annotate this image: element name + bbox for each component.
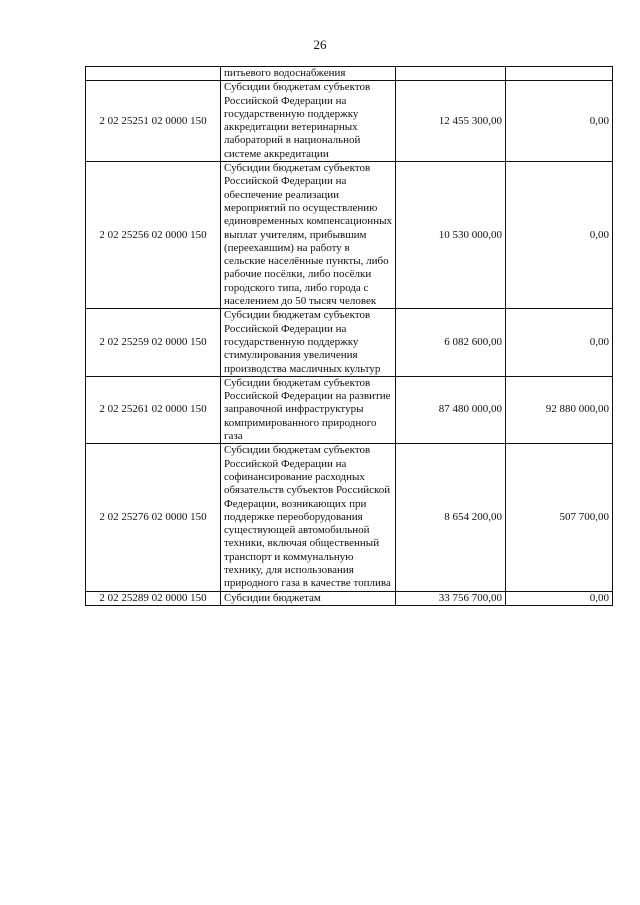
row-amount-year1: 6 082 600,00 <box>396 309 506 376</box>
row-name: Субсидии бюджетам субъектов Российской Федерации на софинансирование расходных обязательств субъектов Российской Федерации, возникающих при поддержке переоборудования существующей автомобильной техники, включая общественный транспорт и коммунальную технику, для использования природного газа в качестве топлива <box>221 444 396 591</box>
table-row <box>86 444 613 591</box>
row-amount-year2 <box>506 67 613 81</box>
table-row <box>86 162 613 309</box>
budget-revenue-table <box>85 66 613 606</box>
row-name: Субсидии бюджетам субъектов Российской Федерации на развитие заправочной инфраструктуры компримированного природного газа <box>221 376 396 443</box>
row-code: 2 02 25251 02 0000 150 <box>86 81 221 162</box>
row-code: 2 02 25276 02 0000 150 <box>86 444 221 591</box>
row-amount-year1: 8 654 200,00 <box>396 444 506 591</box>
row-code <box>86 67 221 81</box>
row-amount-year2: 507 700,00 <box>506 444 613 591</box>
row-amount-year1: 87 480 000,00 <box>396 376 506 443</box>
table-row <box>86 81 613 162</box>
table-row <box>86 309 613 376</box>
row-name: Субсидии бюджетам <box>221 591 396 605</box>
row-amount-year2: 0,00 <box>506 162 613 309</box>
row-amount-year1: 33 756 700,00 <box>396 591 506 605</box>
table-row <box>86 67 613 81</box>
page-number: 26 <box>313 37 327 52</box>
table-row <box>86 376 613 443</box>
row-amount-year1: 12 455 300,00 <box>396 81 506 162</box>
row-amount-year2: 92 880 000,00 <box>506 376 613 443</box>
row-amount-year1 <box>396 67 506 81</box>
row-amount-year2: 0,00 <box>506 81 613 162</box>
row-code: 2 02 25256 02 0000 150 <box>86 162 221 309</box>
row-name: Субсидии бюджетам субъектов Российской Федерации на государственную поддержку стимулирования увеличения производства масличных культур <box>221 309 396 376</box>
row-amount-year1: 10 530 000,00 <box>396 162 506 309</box>
row-amount-year2: 0,00 <box>506 309 613 376</box>
row-amount-year2: 0,00 <box>506 591 613 605</box>
row-name: Субсидии бюджетам субъектов Российской Федерации на государственную поддержку аккредитации ветеринарных лабораторий в национальной системе аккредитации <box>221 81 396 162</box>
table-row <box>86 591 613 605</box>
row-code: 2 02 25261 02 0000 150 <box>86 376 221 443</box>
row-name: питьевого водоснабжения <box>221 67 396 81</box>
row-code: 2 02 25259 02 0000 150 <box>86 309 221 376</box>
row-name: Субсидии бюджетам субъектов Российской Федерации на обеспечение реализации мероприятий по осуществлению единовременных компенсационных выплат учителям, прибывшим (переехавшим) на работу в сельские населённые пункты, либо рабочие посёлки, либо посёлки городского типа, либо города с населением до 50 тысяч человек <box>221 162 396 309</box>
row-code: 2 02 25289 02 0000 150 <box>86 591 221 605</box>
